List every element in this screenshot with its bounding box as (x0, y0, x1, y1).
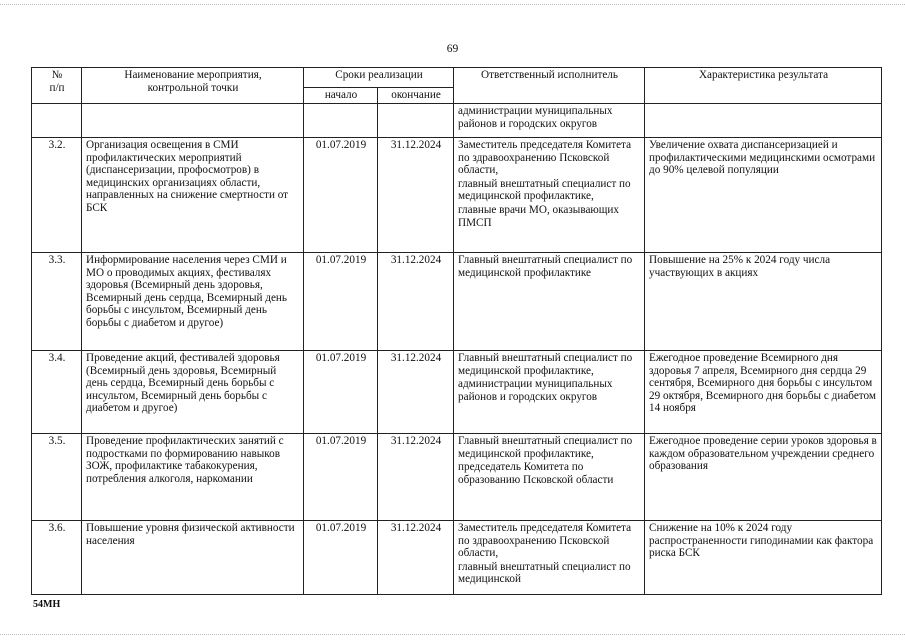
result-description: Снижение на 10% к 2024 году распространенности гиподинамии как фактора риска БСК (645, 521, 882, 595)
responsible-cell (454, 104, 645, 138)
row-number (32, 104, 82, 138)
responsible-entry: администрации муниципальных районов и городских округов (458, 378, 613, 403)
row-number: 3.6. (32, 521, 82, 595)
start-date: 01.07.2019 (304, 434, 378, 521)
page-number: 69 (446, 43, 459, 55)
start-date (304, 104, 378, 138)
responsible-cell (454, 253, 645, 351)
activity-name (82, 104, 304, 138)
header-terms: Сроки реализации (304, 68, 454, 88)
header-start: начало (304, 88, 378, 104)
row-number: 3.5. (32, 434, 82, 521)
activity-table (31, 67, 882, 595)
responsible-cell (454, 434, 645, 521)
row-number: 3.4. (32, 351, 82, 434)
end-date: 31.12.2024 (378, 521, 454, 595)
result-description: Повышение на 25% к 2024 году числа участвующих в акциях (645, 253, 882, 351)
end-date: 31.12.2024 (378, 253, 454, 351)
responsible-entry: Заместитель председателя Комитета по здравоохранению Псковской области, (458, 522, 632, 560)
scan-edge-top (0, 4, 905, 5)
responsible-cell (454, 351, 645, 434)
activity-name: Проведение акций, фестивалей здоровья (Всемирный день здоровья, Всемирный день сердца, Всемирный день борьбы с инсультом, Всемирный день борьбы с диабетом и другое) (82, 351, 304, 434)
activity-name: Организация освещения в СМИ профилактических мероприятий (диспансеризации, профосмотров) в медицинских организациях области, направленных на снижение смертности от БСК (82, 138, 304, 253)
scan-edge-bottom (0, 634, 905, 635)
start-date: 01.07.2019 (304, 351, 378, 434)
result-description: Ежегодное проведение серии уроков здоровья в каждом образовательном учреждении среднего образования (645, 434, 882, 521)
header-num: № п/п (32, 68, 82, 104)
header-responsible: Ответственный исполнитель (454, 68, 645, 104)
header-result: Характеристика результата (645, 68, 882, 104)
activity-name: Повышение уровня физической активности населения (82, 521, 304, 595)
result-description (645, 104, 882, 138)
start-date: 01.07.2019 (304, 138, 378, 253)
end-date (378, 104, 454, 138)
end-date: 31.12.2024 (378, 138, 454, 253)
table-row (32, 253, 882, 351)
responsible-entry: главный внештатный специалист по медицинской профилактике, (458, 177, 631, 203)
start-date: 01.07.2019 (304, 521, 378, 595)
table-row (32, 521, 882, 595)
end-date: 31.12.2024 (378, 351, 454, 434)
activity-name: Информирование населения через СМИ и МО о проводимых акциях, фестивалях здоровья (Всемирный день здоровья, Всемирный день сердца, Всемирный день борьбы с инсультом, Всемирный день борьбы с диабетом и другое) (82, 253, 304, 351)
responsible-entry: главный внештатный специалист по медицинской (458, 560, 631, 586)
responsible-entry: Заместитель председателя Комитета по здравоохранению Псковской области, (458, 139, 632, 177)
responsible-entry: председатель Комитета по образованию Псковской области (458, 461, 614, 486)
end-date: 31.12.2024 (378, 434, 454, 521)
responsible-entry: Главный внештатный специалист по медицинской профилактике, (458, 435, 633, 460)
responsible-entry: Главный внештатный специалист по медицинской профилактике, (458, 352, 633, 377)
start-date: 01.07.2019 (304, 253, 378, 351)
header-name: Наименование мероприятия, контрольной точки (82, 68, 304, 104)
row-number: 3.3. (32, 253, 82, 351)
row-number: 3.2. (32, 138, 82, 253)
responsible-entry: администрации муниципальных районов и городских округов (458, 105, 613, 130)
table-row (32, 138, 882, 253)
activity-name: Проведение профилактических занятий с подростками по формированию навыков ЗОЖ, профилактике табакокурения, потребления алкоголя, наркомании (82, 434, 304, 521)
table-row (32, 104, 882, 138)
responsible-entry: Главный внештатный специалист по медицинской профилактике (458, 254, 633, 279)
responsible-cell (454, 521, 645, 595)
header-end: окончание (378, 88, 454, 104)
responsible-entry: главные врачи МО, оказывающих ПМСП (458, 203, 619, 229)
table-row (32, 351, 882, 434)
responsible-cell (454, 138, 645, 253)
result-description: Ежегодное проведение Всемирного дня здоровья 7 апреля, Всемирного дня сердца 29 сентября, Всемирного дня борьбы с инсультом 29 октября, Всемирного дня борьбы с диабетом 14 ноября (645, 351, 882, 434)
result-description: Увеличение охвата диспансеризацией и профилактическими медицинскими осмотрами до 90% целевой популяции (645, 138, 882, 253)
document-code: 54МН (33, 599, 61, 610)
table-row (32, 434, 882, 521)
